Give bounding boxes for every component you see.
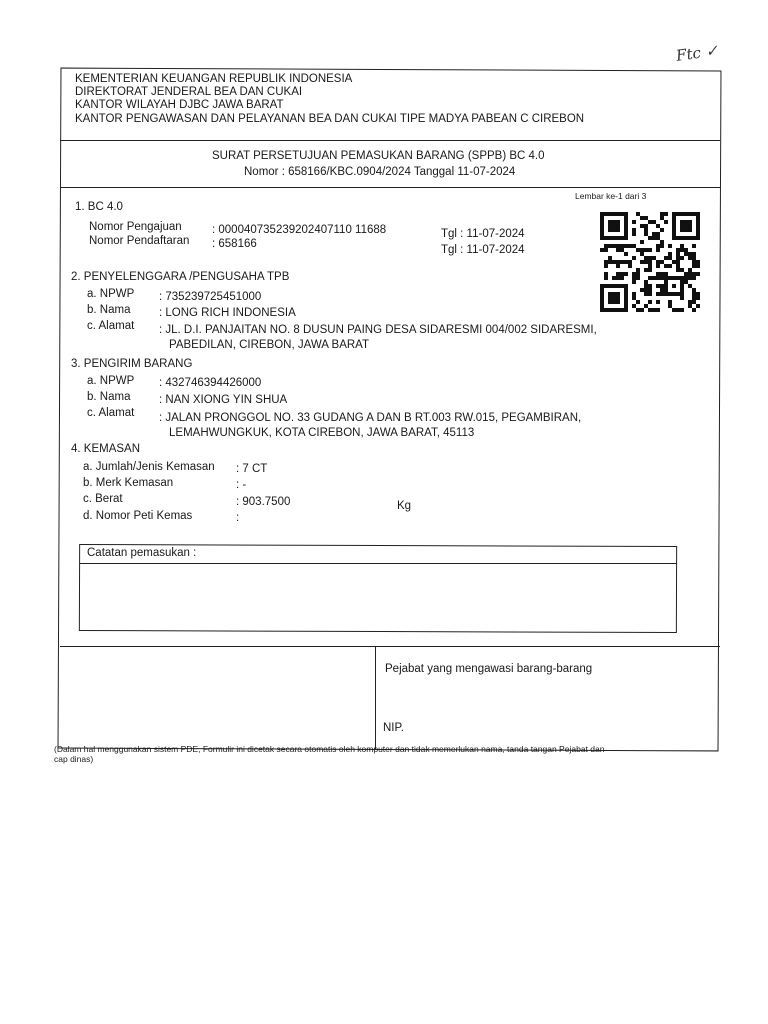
pengusaha-npwp-label: a. NPWP — [87, 288, 135, 300]
kemasan-berat-value: : 903.7500 — [236, 496, 291, 508]
pengirim-alamat-line-1: : JALAN PRONGGOL NO. 33 GUDANG A DAN B RT.003 RW.015, PEGAMBIRAN, — [159, 412, 582, 424]
kemasan-jumlah-label: a. Jumlah/Jenis Kemasan — [83, 461, 215, 473]
signature-column-divider — [375, 646, 376, 750]
nomor-pendaftaran-label: Nomor Pendaftaran — [89, 235, 190, 247]
section-4-heading: 4. KEMASAN — [71, 443, 141, 455]
header-line-2: DIREKTORAT JENDERAL BEA DAN CUKAI — [75, 86, 303, 98]
catatan-label: Catatan pemasukan : — [87, 547, 197, 559]
footnote-line-1: (Dalam hal menggunakan sistem PDE, Formulir ini dicetak secara otomatis oleh komputer dan tidak memerlukan nama, tanda tangan Pejabat dan — [54, 744, 605, 754]
pejabat-label: Pejabat yang mengawasi barang-barang — [385, 663, 593, 675]
section-2-heading: 2. PENYELENGGARA /PENGUSAHA TPB — [71, 271, 290, 283]
header-line-3: KANTOR WILAYAH DJBC JAWA BARAT — [75, 99, 284, 111]
pengusaha-npwp-value: : 735239725451000 — [159, 291, 262, 303]
kemasan-berat-label: c. Berat — [83, 493, 123, 505]
document-title: SURAT PERSETUJUAN PEMASUKAN BARANG (SPPB) BC 4.0 — [212, 150, 545, 162]
document-number: Nomor : 658166/KBC.0904/2024 Tanggal 11-07-2024 — [244, 166, 516, 178]
nomor-pengajuan-value: : 000040735239202407110 11688 — [212, 224, 387, 236]
pengusaha-nama-label: b. Nama — [87, 304, 131, 316]
tanggal-pengajuan: Tgl : 11-07-2024 — [441, 228, 525, 240]
pengusaha-alamat-line-1: : JL. D.I. PANJAITAN NO. 8 DUSUN PAING DESA SIDARESMI 004/002 SIDARESMI, — [159, 324, 597, 336]
footnote-line-2: cap dinas) — [54, 754, 94, 764]
sheet-indicator: Lembar ke-1 dari 3 — [575, 191, 647, 201]
tanggal-pendaftaran: Tgl : 11-07-2024 — [441, 244, 525, 256]
pengusaha-nama-value: : LONG RICH INDONESIA — [159, 307, 296, 319]
catatan-divider — [80, 563, 677, 564]
pengusaha-alamat-label: c. Alamat — [87, 320, 135, 332]
kemasan-peti-value: : — [236, 512, 240, 524]
nomor-pengajuan-label: Nomor Pengajuan — [89, 221, 182, 233]
kemasan-merk-value: : - — [236, 479, 247, 491]
divider — [60, 140, 720, 141]
pengirim-alamat-line-2: LEMAHWUNGKUK, KOTA CIREBON, JAWA BARAT, 45113 — [169, 427, 475, 439]
kemasan-merk-label: b. Merk Kemasan — [83, 477, 174, 489]
pengirim-npwp-label: a. NPWP — [87, 375, 135, 387]
handwritten-note: Ftc ✓ — [674, 41, 720, 65]
section-3-heading: 3. PENGIRIM BARANG — [71, 358, 193, 370]
qr-code-icon — [597, 212, 703, 312]
divider — [60, 646, 720, 647]
kemasan-jumlah-value: : 7 CT — [236, 463, 268, 475]
pengirim-nama-value: : NAN XIONG YIN SHUA — [159, 394, 288, 406]
pengirim-alamat-label: c. Alamat — [87, 407, 135, 419]
header-line-1: KEMENTERIAN KEUANGAN REPUBLIK INDONESIA — [75, 73, 353, 85]
section-1-heading: 1. BC 4.0 — [75, 201, 123, 213]
pengusaha-alamat-line-2: PABEDILAN, CIREBON, JAWA BARAT — [169, 339, 370, 351]
nip-label: NIP. — [383, 722, 404, 734]
kemasan-berat-unit: Kg — [397, 500, 412, 512]
pengirim-npwp-value: : 432746394426000 — [159, 377, 262, 389]
nomor-pendaftaran-value: : 658166 — [212, 238, 257, 250]
divider — [60, 187, 720, 188]
header-line-4: KANTOR PENGAWASAN DAN PELAYANAN BEA DAN CUKAI TIPE MADYA PABEAN C CIREBON — [75, 113, 585, 125]
kemasan-peti-label: d. Nomor Peti Kemas — [83, 510, 193, 522]
pengirim-nama-label: b. Nama — [87, 391, 131, 403]
